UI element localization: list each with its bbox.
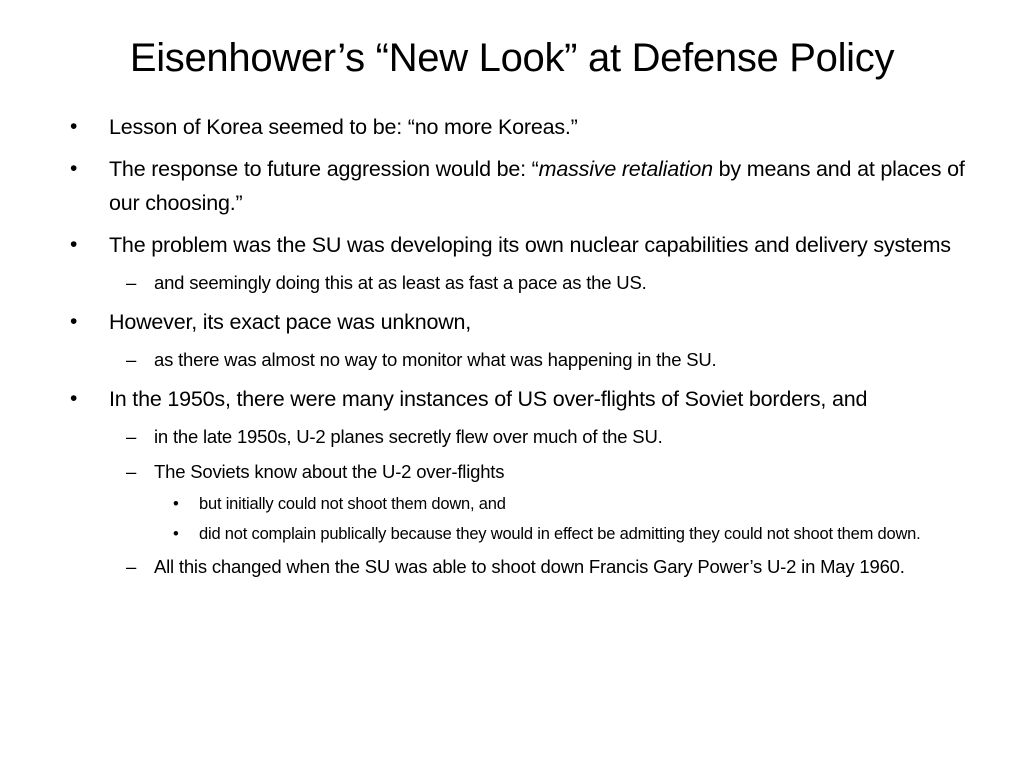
bullet-text: The problem was the SU was developing its own nuclear capabilities and delivery systems [109, 233, 951, 257]
sub-sub-bullet-text: but initially could not shoot them down, and [199, 495, 506, 513]
bullet-item [70, 305, 975, 339]
sub-bullet-item [70, 422, 975, 452]
sub-sub-bullet-item [70, 491, 975, 518]
dash-marker: – [126, 426, 137, 447]
small-bullet-marker: • [173, 525, 179, 543]
bullet-text-after: by means and at places of our choosing.” [109, 157, 965, 215]
bullet-marker: • [70, 115, 78, 138]
dash-marker: – [126, 556, 137, 577]
sub-sub-bullet-text: did not complain publically because they would in effect be admitting they could not shoot them down. [199, 525, 921, 543]
sub-bullet-text: in the late 1950s, U-2 planes secretly flew over much of the SU. [154, 426, 663, 447]
dash-marker: – [126, 349, 137, 370]
slide-title: Eisenhower’s “New Look” at Defense Policy [129, 36, 895, 80]
bullet-text [109, 157, 965, 215]
bullet-marker: • [70, 157, 78, 180]
sub-bullet-text: and seemingly doing this at as least as fast a pace as the US. [154, 272, 647, 293]
sub-bullet-text: The Soviets know about the U-2 over-flights [154, 461, 505, 482]
bullet-marker: • [70, 233, 78, 256]
bullet-list [70, 110, 975, 589]
bullet-text: Lesson of Korea seemed to be: “no more Koreas.” [109, 115, 578, 139]
sub-bullet-item [70, 552, 975, 582]
sub-sub-bullet-item [70, 521, 975, 548]
bullet-item [70, 382, 975, 416]
bullet-marker: • [70, 387, 78, 410]
bullet-item [70, 152, 975, 220]
dash-marker: – [126, 461, 137, 482]
sub-bullet-item [70, 345, 975, 375]
bullet-item [70, 110, 975, 144]
bullet-text: In the 1950s, there were many instances of US over-flights of Soviet borders, and [109, 387, 868, 411]
bullet-marker: • [70, 310, 78, 333]
dash-marker: – [126, 272, 137, 293]
small-bullet-marker: • [173, 495, 179, 513]
sub-bullet-text: All this changed when the SU was able to shoot down Francis Gary Power’s U-2 in May 1960. [154, 556, 905, 577]
bullet-text-emphasis: massive retaliation [538, 157, 713, 181]
sub-bullet-text: as there was almost no way to monitor what was happening in the SU. [154, 349, 717, 370]
bullet-item [70, 228, 975, 262]
sub-bullet-item [70, 268, 975, 298]
sub-bullet-item [70, 457, 975, 487]
bullet-text: However, its exact pace was unknown, [109, 310, 472, 334]
bullet-text-before: The response to future aggression would be: “ [109, 157, 539, 181]
